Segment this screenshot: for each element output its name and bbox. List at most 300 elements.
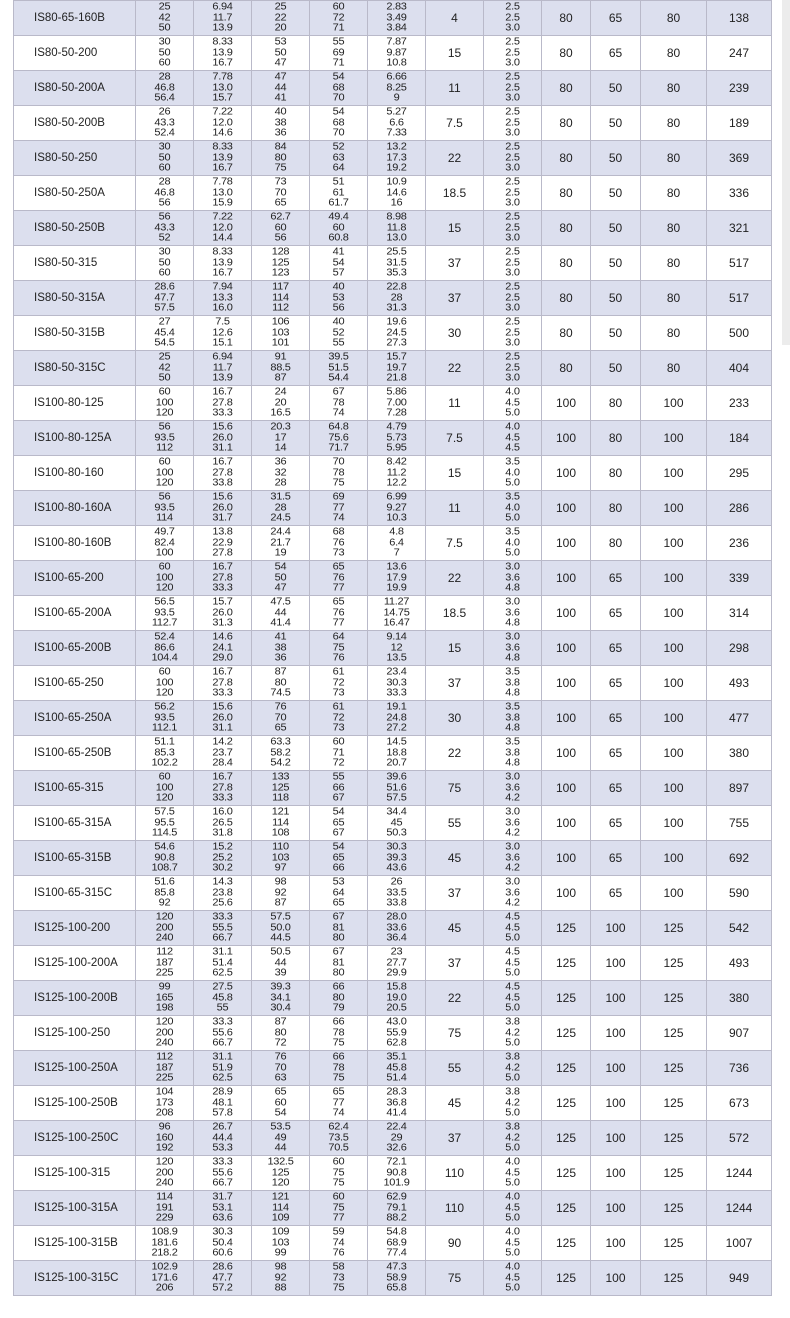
q2-value: 14.4 — [212, 232, 233, 244]
h-value: 54.2 — [270, 757, 291, 769]
pwr-value: 27.7 — [386, 957, 407, 969]
npsh-value: 2.5 — [505, 106, 520, 118]
eff-value: 54 — [332, 71, 345, 83]
q-cell — [136, 1, 194, 36]
q-value: 30 — [158, 141, 171, 153]
eff-cell — [310, 841, 368, 876]
eff-value: 65 — [332, 852, 345, 864]
q2-cell — [194, 771, 252, 806]
model-cell: IS100-65-200A — [14, 596, 136, 631]
q2-value: 14.2 — [212, 736, 233, 748]
pwr-value: 5.95 — [386, 442, 407, 454]
h-value: 108 — [271, 827, 290, 839]
q-cell — [136, 526, 194, 561]
pwr-cell — [368, 771, 426, 806]
q2-value: 15.6 — [212, 701, 233, 713]
q2-value: 13.0 — [212, 82, 233, 94]
npsh-value: 3.0 — [505, 561, 520, 573]
q2-value: 26.0 — [212, 712, 233, 724]
q2-value: 15.6 — [212, 421, 233, 433]
h-cell — [252, 1086, 310, 1121]
npsh-value: 5.0 — [505, 1072, 520, 1084]
wt-cell: 517 — [707, 281, 772, 316]
model-cell: IS100-65-315 — [14, 771, 136, 806]
d3-cell: 100 — [641, 736, 707, 771]
q-cell — [136, 561, 194, 596]
h-value: 120 — [271, 1177, 290, 1189]
q2-value: 16.7 — [212, 267, 233, 279]
q2-value: 31.7 — [212, 1191, 233, 1203]
d2-cell: 80 — [591, 386, 641, 421]
q-value: 95.5 — [154, 817, 175, 829]
npsh-cell — [484, 316, 542, 351]
npsh-value: 4.0 — [505, 537, 520, 549]
q2-value: 6.94 — [212, 351, 233, 363]
npsh-value: 5.0 — [505, 512, 520, 524]
npsh-value: 4.0 — [505, 421, 520, 433]
eff-value: 52 — [332, 141, 345, 153]
h-value: 39.3 — [270, 981, 291, 993]
motor-power-cell: 15 — [426, 211, 484, 246]
q2-cell — [194, 561, 252, 596]
d1-cell: 100 — [542, 456, 591, 491]
npsh-cell — [484, 1191, 542, 1226]
h-cell — [252, 701, 310, 736]
q-value: 50 — [158, 152, 171, 164]
eff-value: 58 — [332, 1261, 345, 1273]
npsh-value: 3.0 — [505, 841, 520, 853]
pwr-value: 3.84 — [386, 22, 407, 34]
motor-power-cell: 11 — [426, 386, 484, 421]
h-value: 114 — [272, 817, 289, 829]
npsh-value: 2.5 — [505, 222, 520, 234]
q-value: 93.5 — [154, 607, 175, 619]
pwr-value: 31.5 — [386, 257, 407, 269]
wt-cell: 673 — [707, 1086, 772, 1121]
pwr-value: 47.3 — [386, 1261, 407, 1273]
d1-cell: 80 — [542, 106, 591, 141]
model-cell: IS100-80-160A — [14, 491, 136, 526]
pwr-value: 5.27 — [386, 106, 407, 118]
pwr-value: 28.0 — [386, 911, 407, 923]
model-cell: IS80-50-250A — [14, 176, 136, 211]
q2-value: 29.0 — [212, 652, 233, 664]
q-value: 200 — [155, 1027, 174, 1039]
eff-value: 73 — [332, 722, 345, 734]
q2-cell — [194, 211, 252, 246]
eff-value: 76 — [332, 607, 345, 619]
pwr-value: 45 — [390, 817, 403, 829]
npsh-value: 2.5 — [505, 1, 520, 13]
d2-cell: 100 — [591, 1051, 641, 1086]
model-cell: IS100-65-250A — [14, 701, 136, 736]
npsh-value: 2.5 — [505, 176, 520, 188]
h-value: 110 — [272, 841, 289, 853]
motor-power-cell: 22 — [426, 351, 484, 386]
pwr-cell — [368, 1086, 426, 1121]
q2-value: 26.0 — [212, 607, 233, 619]
q2-value: 51.4 — [212, 957, 233, 969]
pwr-value: 10.8 — [386, 57, 407, 69]
pwr-value: 62.9 — [386, 1191, 407, 1203]
q-cell — [136, 211, 194, 246]
d1-cell: 100 — [542, 561, 591, 596]
q-value: 27 — [158, 316, 171, 328]
d3-cell: 125 — [641, 946, 707, 981]
npsh-value: 3.6 — [505, 887, 520, 899]
d3-cell: 80 — [641, 281, 707, 316]
d1-cell: 125 — [542, 981, 591, 1016]
d2-cell: 50 — [591, 351, 641, 386]
d3-cell: 125 — [641, 1086, 707, 1121]
q2-value: 16.7 — [212, 386, 233, 398]
eff-value: 54 — [332, 257, 345, 269]
h-value: 65 — [274, 197, 287, 209]
h-cell — [252, 491, 310, 526]
d2-cell: 50 — [591, 211, 641, 246]
eff-value: 66 — [332, 862, 345, 874]
d1-cell: 100 — [542, 421, 591, 456]
q2-value: 8.33 — [212, 141, 233, 153]
pwr-value: 22.4 — [386, 1121, 407, 1133]
eff-value: 66 — [332, 782, 345, 794]
q2-value: 55.6 — [212, 1167, 233, 1179]
pwr-value: 19.9 — [386, 582, 407, 594]
q-value: 96 — [158, 1121, 171, 1133]
eff-value: 41 — [332, 246, 345, 258]
q-cell — [136, 736, 194, 771]
npsh-value: 3.5 — [505, 736, 520, 748]
q-value: 100 — [155, 547, 174, 559]
table-row — [14, 491, 772, 526]
pwr-value: 18.8 — [386, 747, 407, 759]
eff-cell — [310, 946, 368, 981]
npsh-cell — [484, 491, 542, 526]
npsh-value: 3.0 — [505, 162, 520, 174]
motor-power-cell: 15 — [426, 36, 484, 71]
eff-cell — [310, 1226, 368, 1261]
d3-cell: 80 — [641, 71, 707, 106]
q2-value: 31.8 — [212, 827, 233, 839]
motor-power-cell: 90 — [426, 1226, 484, 1261]
h-cell — [252, 736, 310, 771]
npsh-value: 4.2 — [505, 1027, 520, 1039]
q-cell — [136, 176, 194, 211]
h-value: 70 — [274, 1062, 287, 1074]
q-value: 56.2 — [154, 701, 175, 713]
q-value: 82.4 — [154, 537, 175, 549]
pwr-cell — [368, 1051, 426, 1086]
h-cell — [252, 246, 310, 281]
q-value: 112 — [156, 1051, 173, 1063]
eff-value: 53 — [332, 292, 345, 304]
d1-cell: 125 — [542, 1261, 591, 1296]
q2-value: 8.33 — [212, 36, 233, 48]
motor-power-cell: 55 — [426, 806, 484, 841]
pwr-value: 77.4 — [386, 1247, 407, 1259]
h-value: 125 — [271, 1167, 290, 1179]
q-value: 51.6 — [154, 876, 175, 888]
pwr-value: 7.00 — [386, 397, 407, 409]
q-value: 93.5 — [154, 432, 175, 444]
q-value: 43.3 — [154, 117, 175, 129]
pwr-value: 27.3 — [386, 337, 407, 349]
q2-cell — [194, 806, 252, 841]
npsh-value: 3.0 — [505, 372, 520, 384]
q2-cell — [194, 1156, 252, 1191]
q-value: 225 — [155, 1072, 174, 1084]
d3-cell: 80 — [641, 36, 707, 71]
q2-cell — [194, 351, 252, 386]
eff-cell — [310, 106, 368, 141]
q-cell — [136, 1191, 194, 1226]
h-value: 25 — [274, 1, 287, 13]
model-cell: IS80-50-200B — [14, 106, 136, 141]
d1-cell: 100 — [542, 701, 591, 736]
eff-value: 70 — [332, 92, 345, 104]
table-row — [14, 806, 772, 841]
q-value: 112 — [156, 442, 173, 454]
h-value: 44 — [274, 1142, 287, 1154]
q-value: 60 — [158, 456, 171, 468]
eff-value: 67 — [332, 792, 345, 804]
q-value: 187 — [155, 1062, 174, 1074]
pwr-value: 68.9 — [386, 1237, 407, 1249]
q2-value: 28.6 — [212, 1261, 233, 1273]
pwr-cell — [368, 106, 426, 141]
npsh-cell — [484, 421, 542, 456]
eff-value: 76 — [332, 537, 345, 549]
npsh-cell — [484, 246, 542, 281]
eff-value: 67 — [332, 386, 345, 398]
h-value: 63 — [274, 1072, 287, 1084]
motor-power-cell: 30 — [426, 316, 484, 351]
eff-cell — [310, 1121, 368, 1156]
q2-value: 25.2 — [212, 852, 233, 864]
q-value: 52.4 — [154, 631, 175, 643]
eff-value: 80 — [332, 967, 345, 979]
h-value: 73 — [274, 176, 287, 188]
pwr-cell — [368, 141, 426, 176]
q-value: 198 — [155, 1002, 174, 1014]
d2-cell: 100 — [591, 1121, 641, 1156]
pwr-value: 29.9 — [386, 967, 407, 979]
motor-power-cell: 55 — [426, 1051, 484, 1086]
pwr-value: 101.9 — [383, 1177, 410, 1189]
npsh-cell — [484, 71, 542, 106]
pwr-value: 9 — [393, 92, 400, 104]
pwr-value: 20.5 — [386, 1002, 407, 1014]
npsh-value: 4.5 — [505, 397, 520, 409]
d2-cell: 65 — [591, 596, 641, 631]
q2-cell — [194, 176, 252, 211]
q2-value: 27.8 — [212, 467, 233, 479]
wt-cell: 1244 — [707, 1156, 772, 1191]
h-value: 76 — [274, 1051, 287, 1063]
motor-power-cell: 18.5 — [426, 176, 484, 211]
model-cell: IS125-100-200 — [14, 911, 136, 946]
q-value: 50 — [158, 22, 171, 34]
q2-cell — [194, 71, 252, 106]
pwr-value: 29 — [390, 1132, 403, 1144]
model-cell: IS125-100-315A — [14, 1191, 136, 1226]
d2-cell: 100 — [591, 1016, 641, 1051]
model-cell: IS100-65-250 — [14, 666, 136, 701]
h-value: 53.5 — [270, 1121, 291, 1133]
q-value: 25 — [158, 1, 171, 13]
q2-cell — [194, 1086, 252, 1121]
d2-cell: 100 — [591, 1086, 641, 1121]
pwr-value: 11.8 — [386, 222, 407, 234]
eff-value: 61 — [332, 187, 345, 199]
q-value: 42 — [158, 362, 171, 374]
pwr-cell — [368, 246, 426, 281]
d3-cell: 100 — [641, 596, 707, 631]
q-value: 112 — [156, 946, 173, 958]
d3-cell: 100 — [641, 666, 707, 701]
q2-value: 27.8 — [212, 677, 233, 689]
d2-cell: 65 — [591, 806, 641, 841]
table-row — [14, 71, 772, 106]
q2-value: 31.1 — [212, 722, 233, 734]
wt-cell: 380 — [707, 981, 772, 1016]
q2-cell — [194, 1226, 252, 1261]
npsh-value: 2.5 — [505, 351, 520, 363]
h-value: 21.7 — [270, 537, 291, 549]
h-value: 14 — [274, 442, 287, 454]
h-cell — [252, 1016, 310, 1051]
d1-cell: 125 — [542, 1016, 591, 1051]
q-value: 102.2 — [151, 757, 178, 769]
eff-cell — [310, 421, 368, 456]
q2-value: 12.6 — [212, 327, 233, 339]
scrollbar-track[interactable] — [782, 0, 790, 345]
d3-cell: 125 — [641, 1016, 707, 1051]
q2-value: 33.3 — [212, 1016, 233, 1028]
motor-power-cell: 45 — [426, 911, 484, 946]
pwr-value: 17.9 — [386, 572, 407, 584]
eff-cell — [310, 1191, 368, 1226]
h-value: 44 — [274, 82, 287, 94]
pwr-value: 7 — [393, 547, 400, 559]
q2-value: 28.9 — [212, 1086, 233, 1098]
npsh-value: 3.0 — [505, 197, 520, 209]
q-value: 114 — [156, 512, 173, 524]
h-value: 47 — [274, 71, 287, 83]
npsh-value: 3.0 — [505, 57, 520, 69]
npsh-value: 3.8 — [505, 747, 520, 759]
h-value: 74.5 — [270, 687, 291, 699]
motor-power-cell: 11 — [426, 71, 484, 106]
h-cell — [252, 176, 310, 211]
pwr-value: 23.4 — [386, 666, 407, 678]
q-value: 28 — [158, 176, 171, 188]
model-cell: IS80-50-315 — [14, 246, 136, 281]
npsh-value: 2.5 — [505, 281, 520, 293]
eff-cell — [310, 316, 368, 351]
npsh-value: 4.5 — [505, 1272, 520, 1284]
npsh-value: 3.8 — [505, 1051, 520, 1063]
h-value: 103 — [271, 852, 290, 864]
eff-value: 76 — [332, 652, 345, 664]
q-value: 56.4 — [154, 92, 175, 104]
eff-value: 66 — [332, 1051, 345, 1063]
q2-value: 31.3 — [212, 617, 233, 629]
npsh-value: 4.0 — [505, 1226, 520, 1238]
npsh-cell — [484, 176, 542, 211]
npsh-value: 4.5 — [505, 911, 520, 923]
q2-cell — [194, 946, 252, 981]
q-value: 100 — [155, 397, 174, 409]
model-cell: IS125-100-200A — [14, 946, 136, 981]
h-cell — [252, 596, 310, 631]
q-value: 30 — [158, 246, 171, 258]
h-value: 24 — [274, 386, 287, 398]
h-value: 112 — [272, 302, 289, 314]
pwr-value: 41.4 — [386, 1107, 407, 1119]
q2-value: 13.9 — [212, 47, 233, 59]
pwr-cell — [368, 946, 426, 981]
pwr-value: 51.4 — [386, 1072, 407, 1084]
npsh-value: 4.2 — [505, 1132, 520, 1144]
eff-value: 65 — [332, 1086, 345, 1098]
eff-value: 61.7 — [328, 197, 349, 209]
pwr-value: 23 — [390, 946, 403, 958]
eff-value: 70.5 — [328, 1142, 349, 1154]
q-cell — [136, 1121, 194, 1156]
q-cell — [136, 981, 194, 1016]
q-value: 50 — [158, 47, 171, 59]
q2-cell — [194, 876, 252, 911]
eff-value: 51 — [332, 176, 345, 188]
q-value: 240 — [155, 1177, 174, 1189]
pwr-cell — [368, 1, 426, 36]
npsh-value: 2.5 — [505, 117, 520, 129]
model-cell: IS100-80-160B — [14, 526, 136, 561]
model-cell: IS100-65-200B — [14, 631, 136, 666]
q-value: 51.1 — [154, 736, 175, 748]
eff-value: 79 — [332, 1002, 345, 1014]
q2-value: 13.3 — [212, 292, 233, 304]
q2-value: 33.8 — [212, 477, 233, 489]
eff-value: 81 — [332, 957, 345, 969]
q2-value: 55.5 — [212, 922, 233, 934]
eff-value: 64 — [332, 162, 345, 174]
pwr-value: 4.79 — [386, 421, 407, 433]
wt-cell: 184 — [707, 421, 772, 456]
d1-cell: 125 — [542, 1086, 591, 1121]
eff-cell — [310, 876, 368, 911]
d3-cell: 80 — [641, 211, 707, 246]
pwr-value: 5.73 — [386, 432, 407, 444]
h-value: 63.3 — [270, 736, 291, 748]
npsh-value: 3.0 — [505, 267, 520, 279]
eff-value: 72 — [332, 677, 345, 689]
pwr-value: 30.3 — [386, 841, 407, 853]
h-value: 121 — [271, 806, 290, 818]
q-value: 93.5 — [154, 502, 175, 514]
d2-cell: 65 — [591, 561, 641, 596]
motor-power-cell: 37 — [426, 246, 484, 281]
h-cell — [252, 71, 310, 106]
q2-value: 31.7 — [212, 512, 233, 524]
q-value: 208 — [155, 1107, 174, 1119]
q2-value: 7.94 — [212, 281, 233, 293]
npsh-value: 3.0 — [505, 771, 520, 783]
eff-value: 66 — [332, 981, 345, 993]
q-cell — [136, 806, 194, 841]
pwr-value: 8.25 — [386, 82, 407, 94]
